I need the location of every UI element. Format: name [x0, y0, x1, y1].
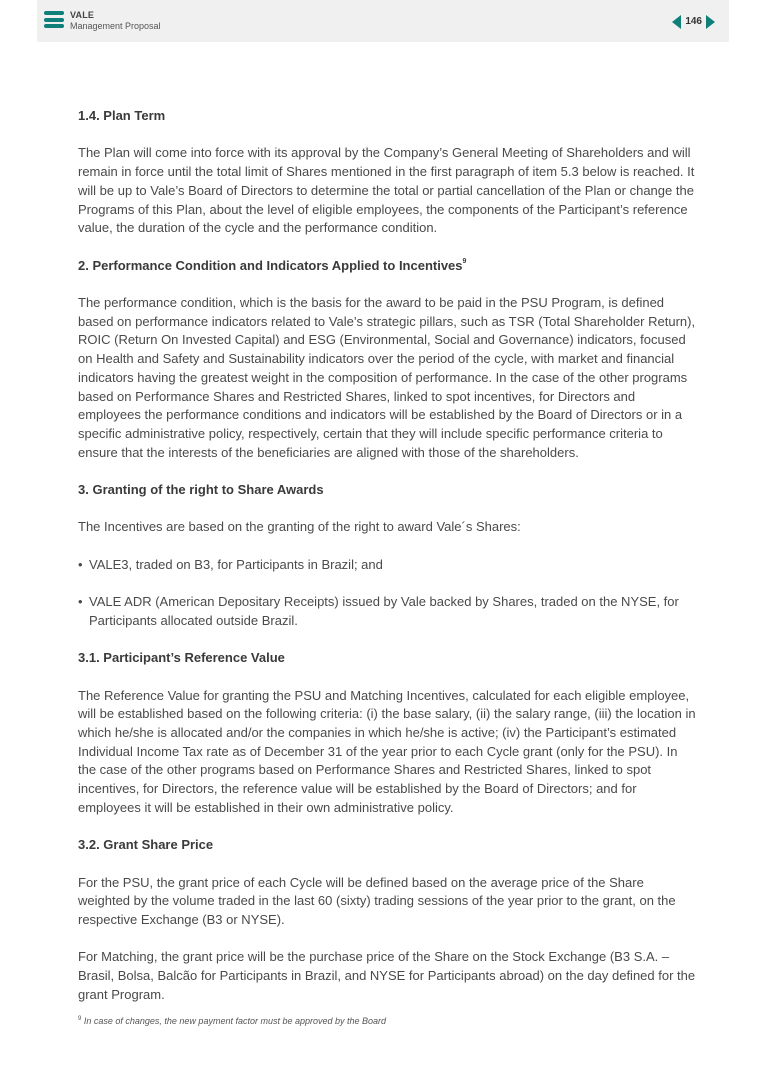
- previous-page-arrow-icon[interactable]: [672, 15, 681, 29]
- page-header: [37, 0, 729, 42]
- footnote-ref: 9: [462, 257, 467, 265]
- section-heading-plan-term: 1.4. Plan Term: [78, 108, 166, 123]
- footnote-text: In case of changes, the new payment factor must be approved by the Board: [83, 1016, 387, 1026]
- section-heading-performance: [78, 257, 698, 276]
- paragraph-grant-price-matching: For Matching, the grant price will be the purchase price of the Share on the Stock Exchange (B3 S.A. – Brasil, Bolsa, Balcão for Participants in Brazil, and NYSE for Participants abroad) on the day defined for the grant Program.: [78, 949, 696, 1002]
- document-body: [78, 107, 698, 1023]
- heading-text: 2. Performance Condition and Indicators Applied to Incentives: [78, 257, 463, 273]
- paragraph-reference-value: The Reference Value for granting the PSU and Matching Incentives, calculated for each eligible employee, will be established based on the following criteria: (i) the base salary, (ii) the salary range, (iii) the location in which he/she is allocated and/or the companies in which he/she is active; (iv) the Participant’s estimated Individual Income Tax rate as of December 31 of the year prior to each Cycle grant (only for the PSU). In the case of the other programs based on Performance Shares and Restricted Shares, linked to spot incentives, for Directors, the reference value will be established by the Board of Directors; and for employees it will be established in their own administrative policy.: [78, 687, 696, 815]
- footnote-marker: 9: [78, 1016, 82, 1022]
- document-title: Management Proposal: [70, 21, 161, 31]
- list-item: • VALE ADR (American Depositary Receipts) issued by Vale backed by Shares, traded on the NYSE, for Participants allocated outside Brazil.: [78, 593, 698, 630]
- footnote: [78, 1016, 698, 1026]
- paragraph-performance: The performance condition, which is the basis for the award to be paid in the PSU Program, is defined based on performance indicators related to Vale’s strategic pillars, such as TSR (Total Shareholder Return), ROIC (Return On Invested Capital) and ESG (Environmental, Social and Governance) indicators, focused on Health and Safety and Sustainability indicators over the period of the cycle, with market and financial indicators having the greatest weight in the composition of performance. In the case of the other programs based on Performance Shares and Restricted Shares, linked to spot incentives, for Directors and employees the performance conditions and indicators will be established by the Board of Directors or in a specific administrative policy, respectively, certain that they will include specific performance criteria to ensure that the interests of the beneficiaries are aligned with those of the shareholders.: [78, 294, 696, 460]
- section-heading-granting: 3. Granting of the right to Share Awards: [78, 482, 324, 497]
- menu-icon[interactable]: [44, 11, 64, 28]
- list-item: • VALE3, traded on B3, for Participants in Brazil; and: [78, 556, 698, 575]
- section-heading-reference-value: 3.1. Participant’s Reference Value: [78, 650, 285, 666]
- page-navigation: [672, 14, 715, 29]
- next-page-arrow-icon[interactable]: [706, 15, 715, 29]
- company-name: VALE: [70, 10, 95, 20]
- page-number: 146: [685, 16, 702, 27]
- granting-bullet-list: [78, 556, 698, 631]
- section-heading-grant-price: 3.2. Grant Share Price: [78, 837, 214, 853]
- paragraph-grant-price-psu: For the PSU, the grant price of each Cycle will be defined based on the average price of the Share weighted by the volume traded in the last 60 (sixty) trading sessions of the year prior to the grant, on the respective Exchange (B3 or NYSE).: [78, 874, 676, 928]
- paragraph-granting-intro: The Incentives are based on the granting of the right to award Vale´s Shares:: [78, 519, 521, 535]
- brand-block: [70, 10, 161, 32]
- paragraph-plan-term: The Plan will come into force with its approval by the Company’s General Meeting of Shareholders and will remain in force until the total limit of Shares mentioned in the first paragraph of item 5.3 below is reached. It will be up to Vale’s Board of Directors to determine the total or partial cancellation of the Plan or change the Programs of this Plan, about the level of eligible employees, the components of the Participant’s reference value, the duration of the cycle and the performance condition.: [78, 145, 695, 236]
